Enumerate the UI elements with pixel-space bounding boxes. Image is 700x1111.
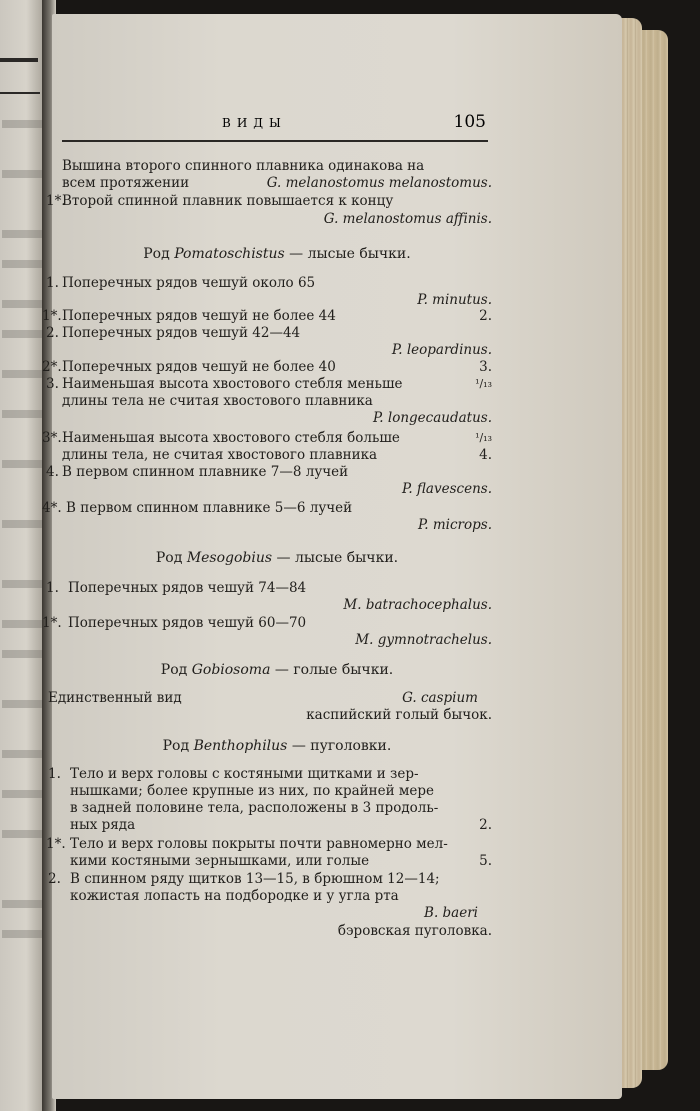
genus-prefix: Род: [162, 738, 190, 754]
entry-reference: 5.: [479, 853, 492, 869]
genus-heading: [62, 246, 492, 262]
left-page-rule: [0, 92, 40, 94]
entry-text: Второй спинной плавник повышается к концу: [62, 193, 394, 209]
entry-text: Поперечных рядов чешуй не более 40: [62, 359, 336, 375]
entry-text: длины тела не считая хвостового плавника: [62, 393, 373, 409]
left-page-text: [2, 410, 44, 418]
genus-name: Pomatoschistus: [174, 246, 285, 262]
entry-fraction: ¹/₁₃: [475, 431, 492, 444]
entry-text: Тело и верх головы покрыты почти равномерно мел-: [70, 836, 448, 852]
entry-text: Вышина второго спинного плавника одинакова на: [62, 158, 425, 174]
left-page-text: [2, 170, 44, 178]
entry-text: Тело и верх головы с костяными щитками и зер-: [70, 766, 419, 782]
entry-mark: 1*.: [42, 615, 62, 631]
running-head-title: ВИДЫ: [222, 116, 287, 130]
entry-text: ных ряда: [70, 817, 136, 833]
genus-common-name: — лысые бычки.: [276, 550, 399, 566]
species-name: B. baeri: [424, 905, 478, 921]
genus-name: Benthophilus: [193, 738, 288, 754]
left-page-text: [2, 930, 44, 938]
genus-name: Gobiosoma: [191, 662, 271, 678]
entry-mark: 3.: [46, 376, 59, 392]
genus-common-name: — лысые бычки.: [289, 246, 411, 262]
entry-text: Поперечных рядов чешуй 42—44: [62, 325, 301, 341]
entry-reference: 2.: [479, 817, 492, 833]
species-name: P. microps.: [417, 517, 492, 533]
entry-text: Наименьшая высота хвостового стебля больше: [62, 430, 400, 446]
genus-prefix: Род: [155, 550, 183, 566]
left-page-text: [2, 750, 44, 758]
entry-fraction: ¹/₁₃: [475, 377, 492, 390]
left-page-fragment: [0, 0, 44, 1111]
species-name: M. batrachocephalus.: [343, 597, 492, 613]
species-name: M. gymnotrachelus.: [355, 632, 492, 648]
entry-mark: 3*.: [42, 430, 62, 446]
genus-name: Mesogobius: [186, 550, 273, 566]
species-name: G. melanostomus melanostomus.: [266, 175, 492, 191]
entry-mark: 1*.: [42, 308, 62, 324]
left-page-header-rule: [0, 58, 38, 62]
entry-mark: 2.: [48, 871, 61, 887]
entry-text: В первом спинном плавнике 7—8 лучей: [62, 464, 349, 480]
entry-text: В спинном ряду щитков 13—15, в брюшном 12—14;: [70, 871, 440, 887]
left-page-text: [2, 900, 44, 908]
left-page-text: [2, 650, 44, 658]
entry-text: Единственный вид: [48, 690, 182, 706]
entry-text: всем протяжении: [62, 175, 190, 191]
entry-text: Поперечных рядов чешуй 60—70: [68, 615, 307, 631]
entry-text: нышками; более крупные из них, по крайней мере: [70, 783, 435, 799]
entry-text: Поперечных рядов чешуй не более 44: [62, 308, 336, 324]
left-page-text: [2, 700, 44, 708]
genus-heading: [62, 550, 492, 566]
entry-text: Поперечных рядов чешуй около 65: [62, 275, 316, 291]
running-head: [62, 114, 488, 140]
genus-common-name: — голые бычки.: [274, 662, 394, 678]
genus-prefix: Род: [160, 662, 188, 678]
left-page-text: [2, 300, 44, 308]
entry-text: длины тела, не считая хвостового плавника: [62, 447, 378, 463]
common-name: каспийский голый бычок.: [306, 707, 492, 723]
entry-mark: 4*.: [42, 500, 62, 516]
entry-reference: 3.: [479, 359, 492, 375]
genus-prefix: Род: [143, 246, 170, 262]
entry-mark: 1.: [48, 766, 61, 782]
entry-mark: 1.: [46, 580, 59, 596]
species-name: P. flavescens.: [402, 481, 492, 497]
entry-mark: 1.: [46, 275, 59, 291]
entry-text: Поперечных рядов чешуй 74—84: [68, 580, 307, 596]
species-name: G. caspium: [402, 690, 478, 706]
species-name: P. leopardinus.: [391, 342, 492, 358]
entry-text: в задней половине тела, расположены в 3 продоль-: [70, 800, 439, 816]
entry-reference: 4.: [479, 447, 492, 463]
left-page-text: [2, 330, 44, 338]
page-number: 105: [453, 112, 486, 132]
left-page-text: [2, 260, 44, 268]
entry-text: кожистая лопасть на подбородке и у угла рта: [70, 888, 399, 904]
left-page-text: [2, 790, 44, 798]
left-page-text: [2, 580, 44, 588]
species-name: P. longecaudatus.: [372, 410, 492, 426]
entry-mark: 1*.: [46, 836, 66, 852]
entry-mark: 2.: [46, 325, 59, 341]
genus-heading: [62, 738, 492, 754]
left-page-text: [2, 620, 44, 628]
header-rule: [62, 140, 488, 142]
left-page-text: [2, 120, 44, 128]
left-page-text: [2, 520, 44, 528]
genus-common-name: — пуголовки.: [291, 738, 392, 754]
entry-text: Наименьшая высота хвостового стебля меньше: [62, 376, 403, 392]
species-name: G. melanostomus affinis.: [323, 211, 492, 227]
entry-reference: 2.: [479, 308, 492, 324]
entry-mark: 1*.: [46, 193, 66, 209]
left-page-text: [2, 370, 44, 378]
page-edges-back: [640, 30, 668, 1070]
genus-heading: [62, 662, 492, 678]
entry-mark: 2*.: [42, 359, 62, 375]
left-page-text: [2, 230, 44, 238]
left-page-text: [2, 830, 44, 838]
species-name: P. minutus.: [417, 292, 492, 308]
common-name: бэровская пуголовка.: [337, 923, 492, 939]
entry-text: кими костяными зернышками, или голые: [70, 853, 370, 869]
left-page-text: [2, 460, 44, 468]
entry-text: В первом спинном плавнике 5—6 лучей: [66, 500, 353, 516]
entry-mark: 4.: [46, 464, 59, 480]
